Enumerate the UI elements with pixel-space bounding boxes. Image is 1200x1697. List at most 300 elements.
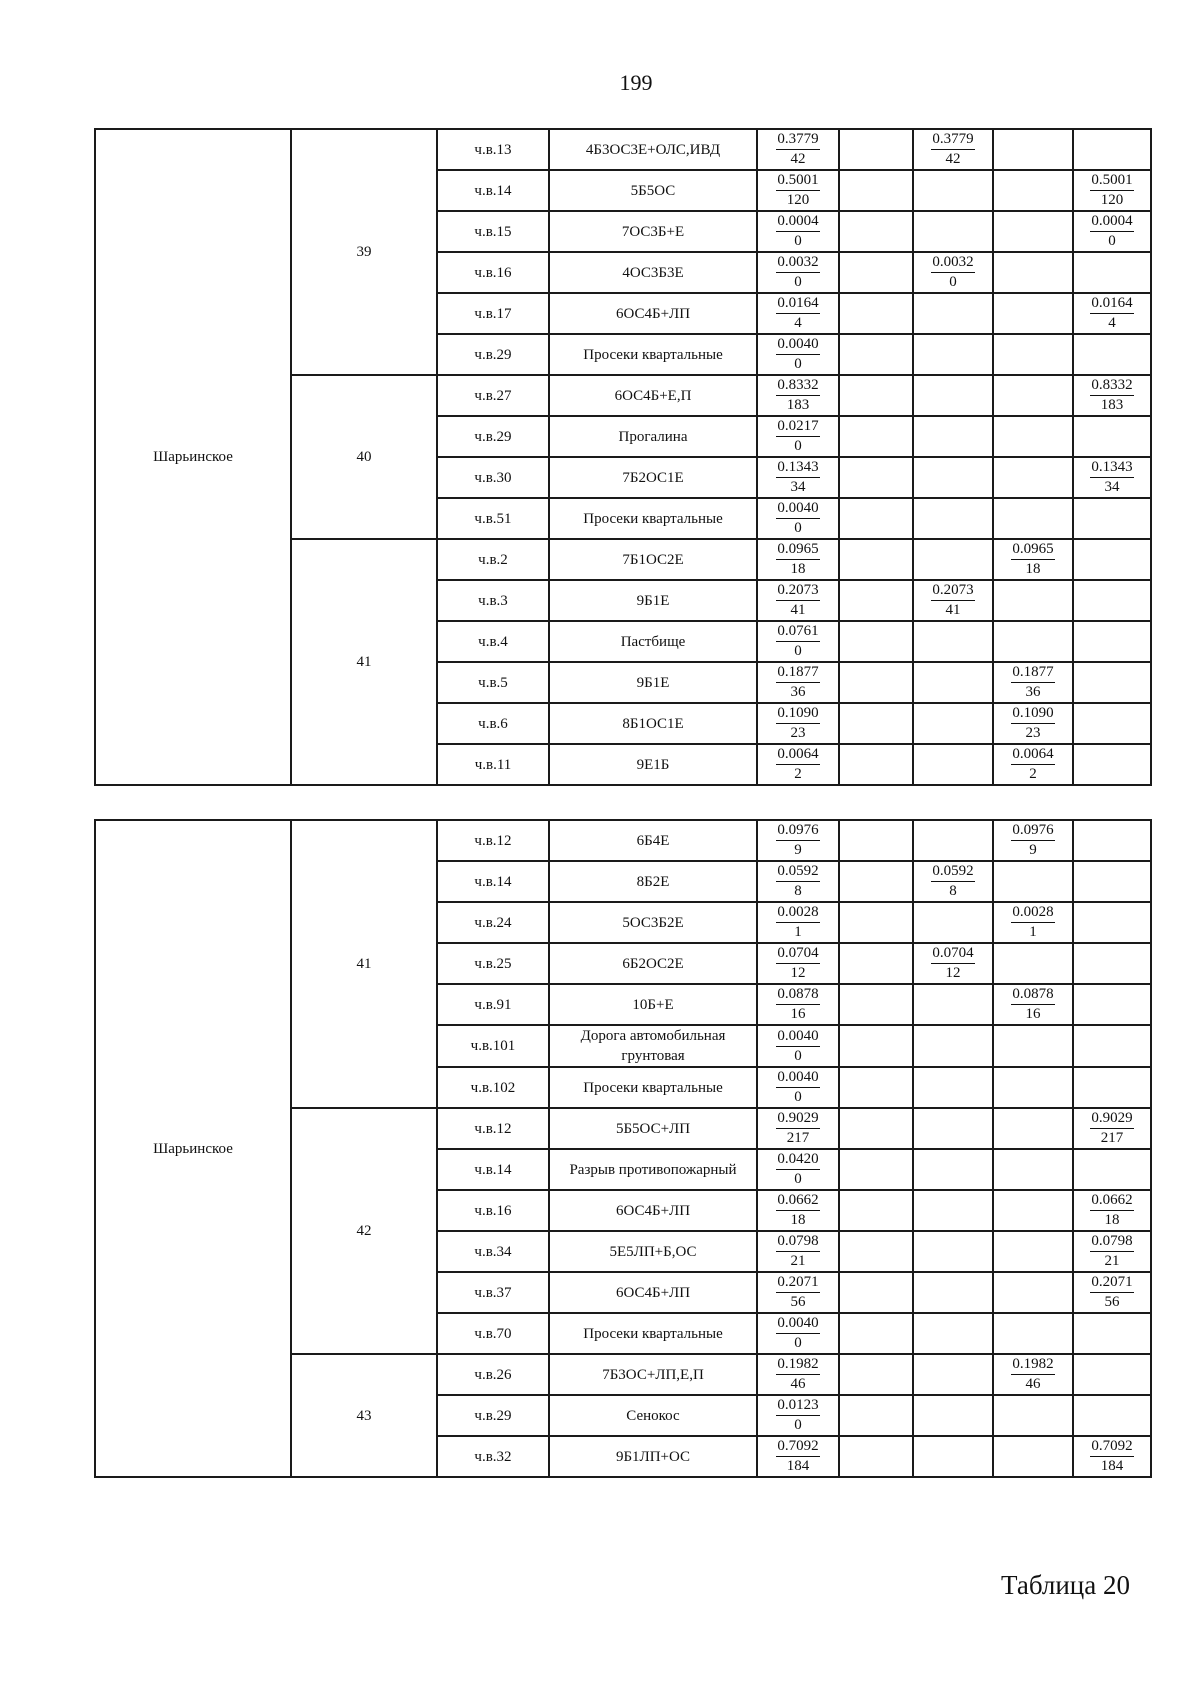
category-4-cell (1073, 416, 1151, 457)
category-4-cell (1073, 1190, 1151, 1231)
fraction-area: 0.1090 (1011, 704, 1054, 724)
fraction-volume: 16 (790, 1006, 806, 1022)
fraction (931, 944, 974, 983)
category-2-cell (913, 252, 993, 293)
fraction-volume: 183 (786, 397, 810, 413)
category-4-cell (1073, 1108, 1151, 1149)
category-4-cell (1073, 1272, 1151, 1313)
category-4-cell (1073, 1149, 1151, 1190)
fraction-area: 0.0965 (776, 540, 819, 560)
category-4-cell (1073, 621, 1151, 662)
total-cell (757, 334, 839, 375)
category-3-cell (993, 1190, 1073, 1231)
part-cell: ч.в.27 (437, 375, 549, 416)
fraction-volume: 41 (790, 602, 806, 618)
fraction (776, 1068, 819, 1107)
composition-cell: 6Б4Е (549, 820, 757, 861)
fraction-volume: 0 (949, 274, 957, 290)
fraction-area: 0.2073 (931, 581, 974, 601)
fraction-volume: 56 (790, 1294, 806, 1310)
fraction-area: 0.0064 (776, 745, 819, 765)
total-cell (757, 1354, 839, 1395)
total-cell (757, 170, 839, 211)
fraction (1090, 294, 1133, 333)
fraction-area: 0.0123 (776, 1396, 819, 1416)
category-1-cell (839, 1190, 913, 1231)
fraction-volume: 1 (1029, 924, 1037, 940)
fraction (1011, 903, 1054, 942)
fraction (776, 821, 819, 860)
category-3-cell (993, 1313, 1073, 1354)
category-2-cell (913, 375, 993, 416)
table-row (95, 820, 1151, 861)
part-cell: ч.в.91 (437, 984, 549, 1025)
fraction (776, 622, 819, 661)
part-cell: ч.в.29 (437, 1395, 549, 1436)
fraction (1090, 1232, 1133, 1271)
fraction-volume: 0 (794, 1047, 802, 1064)
part-cell: ч.в.12 (437, 820, 549, 861)
fraction-area: 0.0976 (776, 821, 819, 841)
category-1-cell (839, 170, 913, 211)
part-cell: ч.в.4 (437, 621, 549, 662)
fraction-volume: 217 (1100, 1130, 1124, 1146)
category-3-cell (993, 334, 1073, 375)
fraction-area: 0.0040 (776, 1068, 819, 1088)
part-cell: ч.в.5 (437, 662, 549, 703)
fraction-area: 0.1982 (1011, 1355, 1054, 1375)
fraction-volume: 21 (1104, 1253, 1120, 1269)
part-cell: ч.в.11 (437, 744, 549, 785)
part-cell: ч.в.2 (437, 539, 549, 580)
category-4-cell (1073, 662, 1151, 703)
fraction (776, 1191, 819, 1230)
composition-cell: 5Е5ЛП+Б,ОС (549, 1231, 757, 1272)
fraction (931, 130, 974, 169)
total-cell (757, 703, 839, 744)
part-cell: ч.в.101 (437, 1025, 549, 1067)
fraction (931, 253, 974, 292)
composition-cell: Дорога автомобильная грунтовая (549, 1025, 757, 1067)
fraction-area: 0.3779 (776, 130, 819, 150)
fraction-volume: 8 (794, 883, 802, 899)
fraction-area: 0.0420 (776, 1150, 819, 1170)
category-2-cell (913, 1272, 993, 1313)
category-1-cell (839, 457, 913, 498)
category-2-cell (913, 1313, 993, 1354)
fraction-volume: 16 (1025, 1006, 1041, 1022)
part-cell: ч.в.29 (437, 334, 549, 375)
composition-cell: 6ОС4Б+Е,П (549, 375, 757, 416)
total-cell (757, 662, 839, 703)
fraction-volume: 4 (794, 315, 802, 331)
fraction-area: 0.0704 (931, 944, 974, 964)
composition-cell: 6ОС4Б+ЛП (549, 1272, 757, 1313)
total-cell (757, 621, 839, 662)
fraction (776, 212, 819, 251)
fraction (776, 862, 819, 901)
fraction (1011, 663, 1054, 702)
category-3-cell (993, 662, 1073, 703)
category-3-cell (993, 1025, 1073, 1067)
fraction-area: 0.0032 (931, 253, 974, 273)
total-cell (757, 129, 839, 170)
fraction-area: 0.5001 (776, 171, 819, 191)
composition-cell: 6ОС4Б+ЛП (549, 1190, 757, 1231)
category-3-cell (993, 1395, 1073, 1436)
fraction-area: 0.0878 (776, 985, 819, 1005)
category-1-cell (839, 580, 913, 621)
kvartal-cell: 39 (291, 129, 437, 375)
fraction (1011, 704, 1054, 743)
kvartal-cell: 41 (291, 539, 437, 785)
fraction-area: 0.0040 (776, 1027, 819, 1047)
category-4-cell (1073, 129, 1151, 170)
category-1-cell (839, 539, 913, 580)
category-1-cell (839, 820, 913, 861)
fraction (776, 985, 819, 1024)
fraction-area: 0.5001 (1090, 171, 1133, 191)
fraction-area: 0.0798 (1090, 1232, 1133, 1252)
fraction (1011, 985, 1054, 1024)
fraction-volume: 183 (1100, 397, 1124, 413)
total-cell (757, 1231, 839, 1272)
category-1-cell (839, 498, 913, 539)
category-4-cell (1073, 334, 1151, 375)
total-cell (757, 1025, 839, 1067)
fraction-area: 0.8332 (776, 376, 819, 396)
total-cell (757, 820, 839, 861)
category-2-cell (913, 334, 993, 375)
category-3-cell (993, 703, 1073, 744)
fraction (1090, 376, 1133, 415)
part-cell: ч.в.24 (437, 902, 549, 943)
category-1-cell (839, 375, 913, 416)
total-cell (757, 498, 839, 539)
kvartal-cell: 40 (291, 375, 437, 539)
fraction-volume: 18 (790, 1212, 806, 1228)
category-4-cell (1073, 703, 1151, 744)
category-3-cell (993, 1149, 1073, 1190)
category-2-cell (913, 820, 993, 861)
category-4-cell (1073, 1313, 1151, 1354)
category-2-cell (913, 293, 993, 334)
category-3-cell (993, 211, 1073, 252)
fraction-volume: 56 (1104, 1294, 1120, 1310)
category-2-cell (913, 744, 993, 785)
category-4-cell (1073, 820, 1151, 861)
fraction (1090, 1273, 1133, 1312)
part-cell: ч.в.51 (437, 498, 549, 539)
fraction-volume: 9 (1029, 842, 1037, 858)
fraction-volume: 2 (1029, 766, 1037, 782)
fraction (776, 376, 819, 415)
fraction-volume: 0 (794, 1335, 802, 1351)
category-2-cell (913, 1395, 993, 1436)
fraction-volume: 0 (794, 233, 802, 249)
composition-cell: 9Е1Б (549, 744, 757, 785)
total-cell (757, 416, 839, 457)
fraction (776, 1396, 819, 1435)
category-4-cell (1073, 1025, 1151, 1067)
part-cell: ч.в.16 (437, 1190, 549, 1231)
composition-cell: 4Б3ОС3Е+ОЛС,ИВД (549, 129, 757, 170)
category-4-cell (1073, 1067, 1151, 1108)
category-2-cell (913, 902, 993, 943)
fraction-volume: 184 (1100, 1458, 1124, 1474)
fraction (776, 1232, 819, 1271)
part-cell: ч.в.29 (437, 416, 549, 457)
table-caption: Таблица 20 (1001, 1570, 1130, 1600)
category-2-cell (913, 703, 993, 744)
forestry-cell: Шарьинское (95, 129, 291, 785)
fraction-area: 0.0040 (776, 499, 819, 519)
category-4-cell (1073, 457, 1151, 498)
fraction-volume: 34 (1104, 479, 1120, 495)
fraction (776, 540, 819, 579)
fraction-volume: 46 (1025, 1376, 1041, 1392)
category-1-cell (839, 211, 913, 252)
part-cell: ч.в.15 (437, 211, 549, 252)
fraction (776, 171, 819, 210)
fraction (931, 581, 974, 620)
category-3-cell (993, 457, 1073, 498)
fraction-volume: 0 (794, 1171, 802, 1187)
composition-cell: 9Б1ЛП+ОС (549, 1436, 757, 1477)
total-cell (757, 1395, 839, 1436)
fraction (776, 581, 819, 620)
fraction-volume: 36 (790, 684, 806, 700)
part-cell: ч.в.70 (437, 1313, 549, 1354)
fraction (776, 253, 819, 292)
forest-table-2 (94, 819, 1152, 1478)
fraction-volume: 0 (794, 520, 802, 536)
composition-cell: Просеки квартальные (549, 1067, 757, 1108)
category-4-cell (1073, 861, 1151, 902)
fraction-volume: 23 (1025, 725, 1041, 741)
composition-cell: 7Б3ОС+ЛП,Е,П (549, 1354, 757, 1395)
composition-cell: Просеки квартальные (549, 334, 757, 375)
fraction (1011, 745, 1054, 784)
category-4-cell (1073, 902, 1151, 943)
category-3-cell (993, 820, 1073, 861)
category-2-cell (913, 170, 993, 211)
forestry-cell: Шарьинское (95, 820, 291, 1477)
total-cell (757, 580, 839, 621)
part-cell: ч.в.16 (437, 252, 549, 293)
category-3-cell (993, 416, 1073, 457)
fraction-volume: 0 (794, 1089, 802, 1105)
fraction-area: 0.0662 (1090, 1191, 1133, 1211)
fraction-area: 0.0032 (776, 253, 819, 273)
category-3-cell (993, 1231, 1073, 1272)
composition-cell: 8Б1ОС1Е (549, 703, 757, 744)
fraction-area: 0.0704 (776, 944, 819, 964)
fraction-area: 0.0798 (776, 1232, 819, 1252)
category-1-cell (839, 1313, 913, 1354)
fraction-area: 0.0064 (1011, 745, 1054, 765)
category-2-cell (913, 457, 993, 498)
category-1-cell (839, 129, 913, 170)
category-2-cell (913, 1354, 993, 1395)
fraction-area: 0.1343 (1090, 458, 1133, 478)
category-4-cell (1073, 1436, 1151, 1477)
category-2-cell (913, 1025, 993, 1067)
total-cell (757, 211, 839, 252)
fraction (776, 458, 819, 497)
total-cell (757, 1149, 839, 1190)
category-2-cell (913, 416, 993, 457)
category-4-cell (1073, 984, 1151, 1025)
total-cell (757, 744, 839, 785)
part-cell: ч.в.14 (437, 861, 549, 902)
fraction (776, 335, 819, 374)
category-3-cell (993, 129, 1073, 170)
fraction-area: 0.0592 (931, 862, 974, 882)
fraction-volume: 184 (786, 1458, 810, 1474)
category-2-cell (913, 498, 993, 539)
category-2-cell (913, 943, 993, 984)
category-1-cell (839, 662, 913, 703)
fraction-volume: 21 (790, 1253, 806, 1269)
composition-cell: 7Б2ОС1Е (549, 457, 757, 498)
category-1-cell (839, 1067, 913, 1108)
part-cell: ч.в.6 (437, 703, 549, 744)
fraction (776, 1355, 819, 1394)
fraction-area: 0.1343 (776, 458, 819, 478)
fraction-area: 0.8332 (1090, 376, 1133, 396)
composition-cell: 6ОС4Б+ЛП (549, 293, 757, 334)
category-3-cell (993, 539, 1073, 580)
fraction-volume: 0 (794, 356, 802, 372)
fraction-area: 0.2071 (776, 1273, 819, 1293)
table-row (95, 129, 1151, 170)
category-1-cell (839, 1354, 913, 1395)
category-1-cell (839, 1436, 913, 1477)
category-2-cell (913, 621, 993, 662)
part-cell: ч.в.37 (437, 1272, 549, 1313)
page-number: 199 (619, 70, 653, 95)
total-cell (757, 984, 839, 1025)
category-2-cell (913, 580, 993, 621)
category-3-cell (993, 375, 1073, 416)
fraction-area: 0.9029 (776, 1109, 819, 1129)
category-4-cell (1073, 498, 1151, 539)
fraction (776, 1314, 819, 1353)
category-2-cell (913, 129, 993, 170)
category-3-cell (993, 744, 1073, 785)
fraction-volume: 41 (945, 602, 961, 618)
composition-cell: Разрыв противопожарный (549, 1149, 757, 1190)
total-cell (757, 943, 839, 984)
category-3-cell (993, 1354, 1073, 1395)
fraction (776, 1437, 819, 1476)
part-cell: ч.в.12 (437, 1108, 549, 1149)
fraction (1090, 1437, 1133, 1476)
fraction-volume: 4 (1108, 315, 1116, 331)
fraction-area: 0.0040 (776, 1314, 819, 1334)
category-1-cell (839, 984, 913, 1025)
total-cell (757, 252, 839, 293)
part-cell: ч.в.26 (437, 1354, 549, 1395)
composition-cell: 6Б2ОС2Е (549, 943, 757, 984)
category-3-cell (993, 293, 1073, 334)
composition-cell: Просеки квартальные (549, 498, 757, 539)
composition-cell: 9Б1Е (549, 580, 757, 621)
category-1-cell (839, 1231, 913, 1272)
category-1-cell (839, 1025, 913, 1067)
fraction (776, 903, 819, 942)
fraction (776, 294, 819, 333)
total-cell (757, 861, 839, 902)
category-1-cell (839, 416, 913, 457)
category-2-cell (913, 1067, 993, 1108)
fraction-area: 0.0976 (1011, 821, 1054, 841)
category-4-cell (1073, 252, 1151, 293)
kvartal-cell: 41 (291, 820, 437, 1108)
category-4-cell (1073, 580, 1151, 621)
fraction-area: 0.0164 (1090, 294, 1133, 314)
category-2-cell (913, 662, 993, 703)
composition-cell: Просеки квартальные (549, 1313, 757, 1354)
category-1-cell (839, 621, 913, 662)
category-3-cell (993, 984, 1073, 1025)
fraction-volume: 34 (790, 479, 806, 495)
fraction-volume: 2 (794, 766, 802, 782)
category-4-cell (1073, 943, 1151, 984)
fraction-area: 0.1877 (1011, 663, 1054, 683)
category-2-cell (913, 1149, 993, 1190)
fraction (776, 704, 819, 743)
category-4-cell (1073, 211, 1151, 252)
category-4-cell (1073, 170, 1151, 211)
category-1-cell (839, 1272, 913, 1313)
fraction-area: 0.1877 (776, 663, 819, 683)
fraction (1011, 1355, 1054, 1394)
fraction-volume: 42 (790, 151, 806, 167)
category-3-cell (993, 252, 1073, 293)
total-cell (757, 1313, 839, 1354)
part-cell: ч.в.3 (437, 580, 549, 621)
fraction (1090, 171, 1133, 210)
fraction-area: 0.1090 (776, 704, 819, 724)
total-cell (757, 375, 839, 416)
composition-cell: 10Б+Е (549, 984, 757, 1025)
part-cell: ч.в.32 (437, 1436, 549, 1477)
category-3-cell (993, 1436, 1073, 1477)
fraction (776, 663, 819, 702)
fraction-volume: 0 (1108, 233, 1116, 249)
part-cell: ч.в.102 (437, 1067, 549, 1108)
category-4-cell (1073, 1354, 1151, 1395)
category-4-cell (1073, 1395, 1151, 1436)
category-1-cell (839, 902, 913, 943)
category-1-cell (839, 1149, 913, 1190)
fraction-area: 0.0662 (776, 1191, 819, 1211)
fraction-volume: 120 (1100, 192, 1124, 208)
fraction (1090, 458, 1133, 497)
category-3-cell (993, 902, 1073, 943)
category-1-cell (839, 334, 913, 375)
category-3-cell (993, 1067, 1073, 1108)
fraction-area: 0.2071 (1090, 1273, 1133, 1293)
fraction (1090, 212, 1133, 251)
fraction-area: 0.0028 (776, 903, 819, 923)
fraction-volume: 0 (794, 643, 802, 659)
fraction-volume: 23 (790, 725, 806, 741)
fraction (776, 1027, 819, 1066)
fraction-volume: 0 (794, 274, 802, 290)
